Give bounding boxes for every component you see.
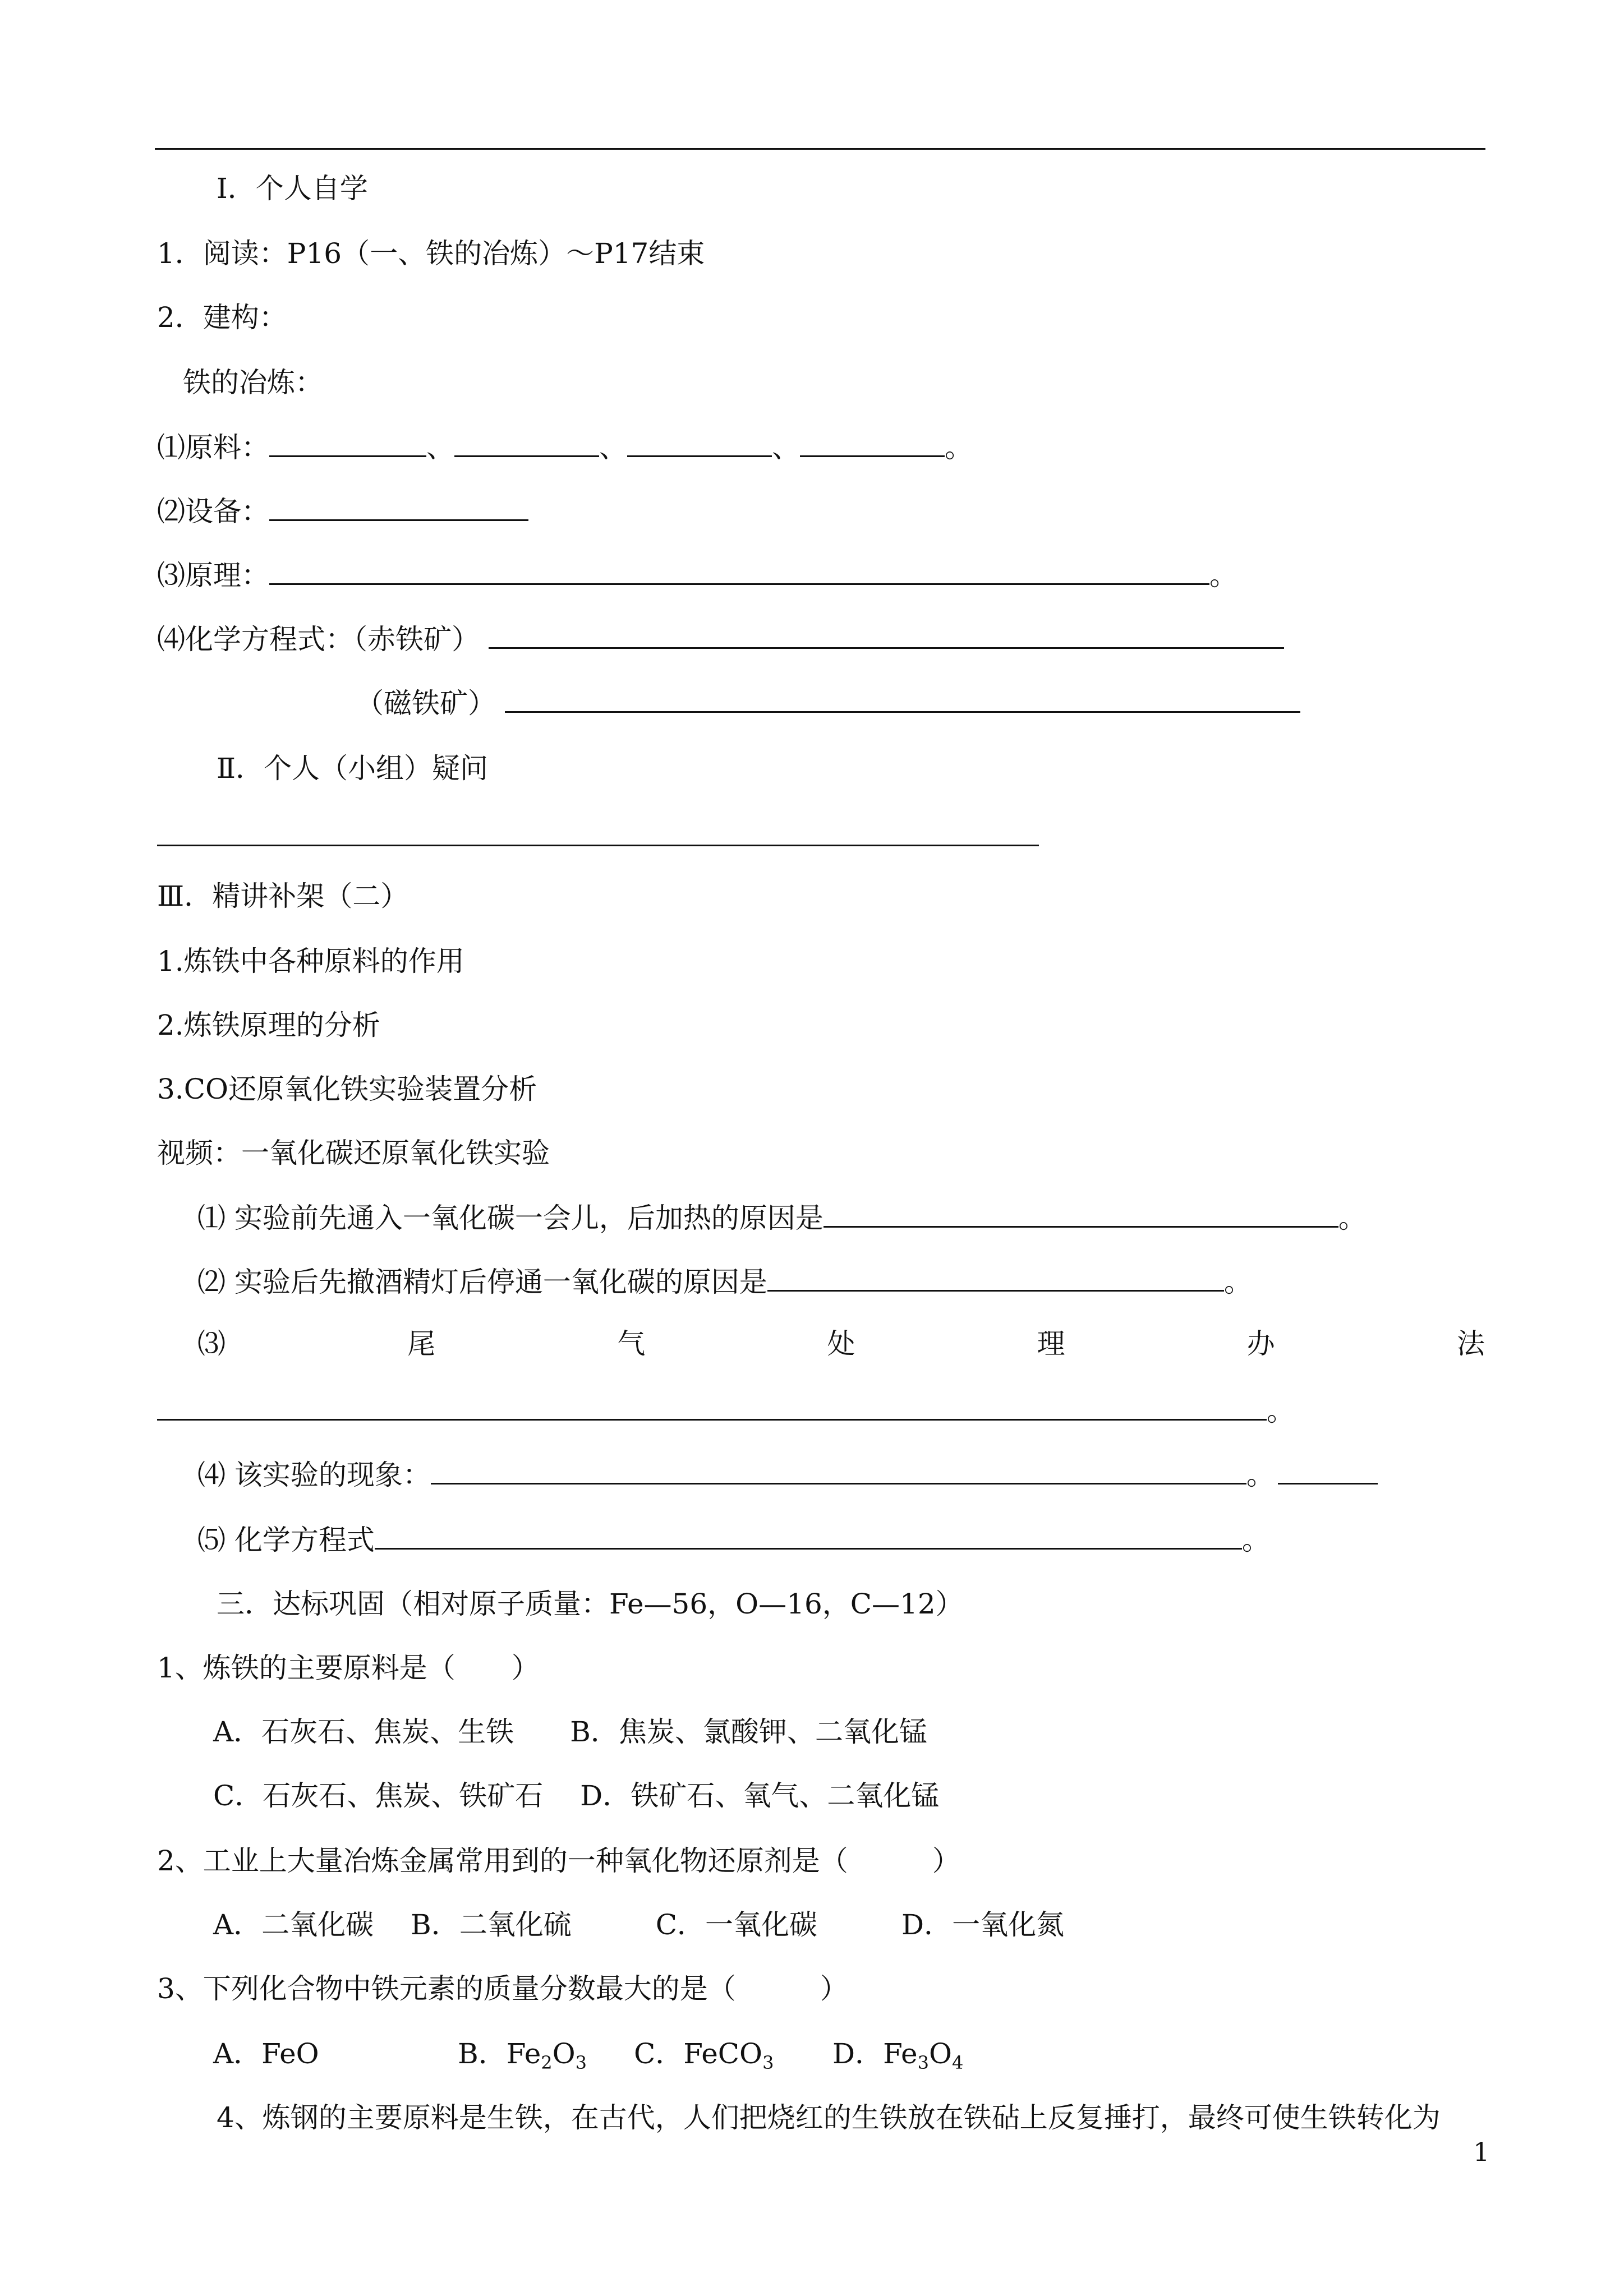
experiment-question-2: [197, 1265, 1252, 1299]
question-3-char: 尾: [407, 1327, 436, 1360]
iron-smelting-subtitle: 铁的冶炼：: [183, 366, 323, 399]
option-c-text: C．FeCO: [634, 2037, 763, 2070]
experiment-question-5-text: ⑸ 化学方程式: [197, 1524, 375, 1556]
section-2-title: Ⅱ．个人（小组）疑问: [217, 752, 488, 785]
experiment-question-3: [157, 1327, 1485, 1361]
section-1-title: Ⅰ．个人自学: [217, 172, 368, 205]
experiment-question-1-text: ⑴ 实验前先通入一氧化碳一会儿，后加热的原因是: [197, 1202, 823, 1234]
equation-hematite-blank[interactable]: [489, 623, 1284, 649]
question-answer-line[interactable]: [157, 845, 1039, 846]
experiment-question-2-text: ⑵ 实验后先撤酒精灯后停通一氧化碳的原因是: [197, 1266, 767, 1298]
experiment-question-5: [197, 1523, 1270, 1557]
principle-label: ⑶原理：: [157, 559, 269, 592]
raw-materials-label: ⑴原料：: [157, 431, 269, 464]
subscript: 3: [917, 2052, 929, 2073]
end-mark: 。: [1209, 559, 1237, 592]
question-3-char: 理: [1037, 1327, 1065, 1360]
equation-hematite-row: [157, 623, 1284, 656]
video-caption: 视频：一氧化碳还原氧化铁实验: [157, 1137, 550, 1169]
equation-magnetite-row: [356, 686, 1300, 720]
experiment-answer-4-blank[interactable]: [431, 1458, 1246, 1484]
end-mark: 。: [1223, 1266, 1252, 1298]
quiz-question-1: 1、炼铁的主要原料是（ ）: [157, 1652, 540, 1684]
principle-blank[interactable]: [269, 559, 1209, 585]
raw-material-blank-1[interactable]: [269, 431, 426, 457]
separator: 、: [772, 431, 800, 464]
raw-materials-row: [157, 431, 973, 464]
end-mark: 。: [1241, 1524, 1270, 1556]
page-number: 1: [1473, 2137, 1490, 2167]
option-b-text: B．Fe: [458, 2037, 541, 2070]
experiment-answer-3-blank[interactable]: [157, 1394, 1267, 1421]
quiz-question-1-options-c-d[interactable]: C．石灰石、焦炭、铁矿石 D．铁矿石、氧气、二氧化锰: [213, 1779, 940, 1812]
separator: 、: [426, 431, 454, 464]
quiz-question-1-options-a-b[interactable]: A．石灰石、焦炭、生铁 B．焦炭、氯酸钾、二氧化锰: [213, 1716, 927, 1748]
subscript: 3: [762, 2052, 774, 2073]
option-d-text: O: [929, 2037, 952, 2070]
equipment-row: [157, 495, 528, 528]
end-mark: 。: [1338, 1202, 1367, 1234]
end-mark: 。: [1267, 1395, 1295, 1427]
experiment-question-4-text: ⑷ 该实验的现象：: [197, 1459, 431, 1491]
principle-row: [157, 559, 1237, 592]
question-3-char: 处: [827, 1327, 855, 1360]
question-3-char: 气: [617, 1327, 646, 1360]
quiz-question-2: 2、工业上大量冶炼金属常用到的一种氧化物还原剂是（ ）: [157, 1845, 960, 1877]
explain-point-2: 2.炼铁原理的分析: [157, 1009, 380, 1041]
top-rule: [155, 148, 1485, 150]
quiz-question-3-option-b[interactable]: [458, 2037, 587, 2071]
experiment-answer-5-blank[interactable]: [375, 1523, 1242, 1550]
subscript: 2: [541, 2052, 553, 2073]
option-d-text: D．Fe: [832, 2037, 918, 2070]
end-mark: 。: [1246, 1459, 1275, 1491]
subscript: 3: [575, 2052, 587, 2073]
quiz-question-2-options[interactable]: A．二氧化碳 B．二氧化硫 C．一氧化碳 D．一氧化氮: [213, 1908, 1065, 1941]
experiment-answer-3-row: [157, 1394, 1295, 1428]
quiz-question-3: 3、下列化合物中铁元素的质量分数最大的是（ ）: [157, 1972, 848, 2005]
experiment-question-4: [197, 1458, 1378, 1492]
subscript: 4: [952, 2052, 964, 2073]
experiment-question-1: [197, 1201, 1367, 1235]
raw-material-blank-3[interactable]: [627, 431, 772, 457]
construct-heading: 2．建构：: [157, 301, 287, 334]
equation-magnetite-label: （磁铁矿）: [356, 687, 496, 720]
experiment-answer-1-blank[interactable]: [823, 1201, 1338, 1228]
section-3-title: Ⅲ．精讲补架（二）: [157, 880, 409, 912]
equation-hematite-label: ⑷化学方程式：（赤铁矿）: [157, 623, 480, 656]
quiz-question-4: 4、炼钢的主要原料是生铁，在古代，人们把烧红的生铁放在铁砧上反复捶打，最终可使生铁转化为: [217, 2101, 1441, 2134]
question-3-char: 法: [1456, 1327, 1485, 1360]
explain-point-1: 1.炼铁中各种原料的作用: [157, 945, 464, 978]
end-mark: 。: [945, 431, 973, 464]
section-4-title: 三．达标巩固（相对原子质量：Fe—56，O—16，C—12）: [217, 1588, 964, 1620]
experiment-question-3-number: ⑶: [197, 1327, 226, 1360]
question-3-char: 办: [1246, 1327, 1275, 1360]
equation-magnetite-blank[interactable]: [505, 686, 1300, 713]
experiment-extra-blank[interactable]: [1278, 1458, 1378, 1484]
explain-point-3: 3.CO还原氧化铁实验装置分析: [157, 1073, 537, 1105]
quiz-question-3-option-c[interactable]: [634, 2037, 774, 2071]
experiment-answer-2-blank[interactable]: [767, 1265, 1224, 1292]
read-instruction: 1．阅读：P16（一、铁的冶炼）～P17结束: [157, 237, 705, 270]
raw-material-blank-2[interactable]: [454, 431, 599, 457]
equipment-label: ⑵设备：: [157, 495, 269, 528]
separator: 、: [599, 431, 627, 464]
raw-material-blank-4[interactable]: [800, 431, 945, 457]
equipment-blank[interactable]: [269, 495, 528, 521]
quiz-question-3-option-a[interactable]: A．FeO: [213, 2037, 319, 2070]
quiz-question-3-option-d[interactable]: [832, 2037, 963, 2071]
option-b-text: O: [552, 2037, 576, 2070]
